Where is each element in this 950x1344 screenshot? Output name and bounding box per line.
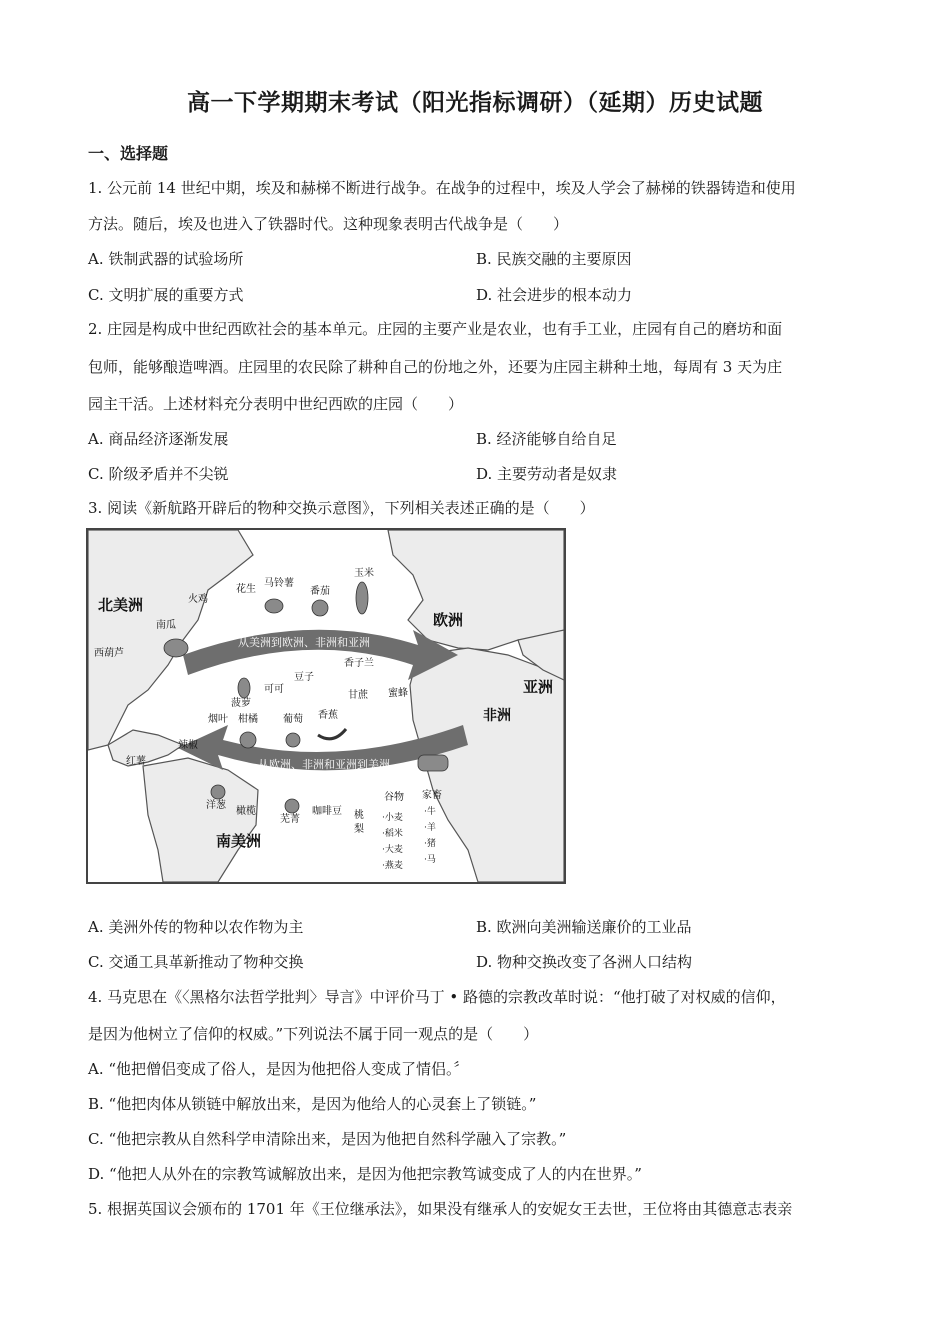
q2-stem-line2: 包师，能够酿造啤酒。庄园里的农民除了耕种自己的份地之外，还要为庄园主耕种土地，每周有 3 天为庄 bbox=[88, 358, 783, 376]
item-livestock: 家畜 bbox=[422, 790, 442, 801]
item-corn: 玉米 bbox=[354, 568, 374, 579]
q3-stem: 3. 阅读《新航路开辟后的物种交换示意图》，下列相关表述正确的是（ ） bbox=[88, 499, 595, 517]
item-pear: 梨 bbox=[354, 824, 364, 835]
item-banana: 香蕉 bbox=[318, 710, 338, 721]
item-chili: 辣椒 bbox=[178, 740, 198, 751]
item-grain: 谷物 bbox=[384, 792, 404, 803]
citrus-glyph bbox=[240, 732, 256, 748]
item-sweet-potato: 红薯 bbox=[126, 756, 146, 767]
q5-stem-line1: 5. 根据英国议会颁布的 1701 年《王位继承法》，如果没有继承人的安妮女王去世，王位将由其德意志表亲 bbox=[88, 1200, 793, 1218]
q2-stem-line3: 园主干活。上述材料充分表明中世纪西欧的庄园（ ） bbox=[88, 395, 464, 413]
pumpkin-glyph bbox=[164, 639, 188, 657]
item-coffee: 咖啡豆 bbox=[312, 806, 342, 817]
q4-option-b: B. “他把肉体从锁链中解放出来，是因为他给人的心灵套上了锁链。” bbox=[88, 1095, 537, 1113]
q3-option-a: A. 美洲外传的物种以农作物为主 bbox=[88, 918, 304, 936]
q3-option-b: B. 欧洲向美洲输送廉价的工业品 bbox=[476, 918, 692, 936]
tomato-glyph bbox=[312, 600, 328, 616]
potato-glyph bbox=[265, 599, 283, 613]
item-olive: 橄榄 bbox=[236, 806, 256, 817]
item-citrus: 柑橘 bbox=[238, 714, 258, 725]
label-asia: 亚洲 bbox=[523, 678, 554, 696]
arrow-top-label: 从美洲到欧洲、非洲和亚洲 bbox=[238, 636, 370, 649]
label-south-america: 南美洲 bbox=[216, 832, 262, 850]
q1-stem-line2: 方法。随后，埃及也进入了铁器时代。这种现象表明古代战争是（ ） bbox=[88, 215, 569, 233]
grape-glyph bbox=[286, 733, 300, 747]
q1-stem-line1: 1. 公元前 14 世纪中期，埃及和赫梯不断进行战争。在战争的过程中，埃及人学会了赫梯的铁器铸造和使用 bbox=[88, 179, 796, 197]
q3-option-c: C. 交通工具革新推动了物种交换 bbox=[88, 953, 304, 971]
item-pineapple: 菠萝 bbox=[231, 698, 251, 709]
item-rice: ·稻米 bbox=[382, 829, 403, 839]
item-wheat: ·小麦 bbox=[382, 813, 403, 823]
item-barley: ·大麦 bbox=[382, 845, 403, 855]
item-oats: ·燕麦 bbox=[382, 861, 403, 871]
item-vanilla: 香子兰 bbox=[344, 658, 374, 669]
turnip-glyph bbox=[285, 799, 299, 813]
item-pig: ·猪 bbox=[424, 839, 436, 849]
corn-glyph bbox=[356, 582, 368, 614]
q1-option-c: C. 文明扩展的重要方式 bbox=[88, 286, 244, 304]
q2-option-a: A. 商品经济逐渐发展 bbox=[88, 430, 229, 448]
section-heading: 一、选择题 bbox=[88, 144, 169, 163]
south-america-shape bbox=[143, 758, 258, 882]
q4-option-c: C. “他把宗教从自然科学申清除出来，是因为他把自然科学融入了宗教。” bbox=[88, 1130, 567, 1148]
label-north-america: 北美洲 bbox=[98, 596, 144, 614]
q4-stem-line2: 是因为他树立了信仰的权威。”下列说法不属于同一观点的是（ ） bbox=[88, 1025, 539, 1043]
item-turkey: 火鸡 bbox=[188, 594, 208, 605]
item-bee: 蜜蜂 bbox=[388, 688, 408, 699]
item-peach: 桃 bbox=[354, 810, 364, 821]
item-cocoa: 可可 bbox=[264, 684, 284, 695]
goat-glyph bbox=[418, 755, 448, 771]
q4-stem-line1: 4. 马克思在《〈黑格尔法哲学批判〉导言》中评价马丁 • 路德的宗教改革时说：“他打破了对权威的信仰， bbox=[88, 988, 786, 1006]
item-sugarcane: 甘蔗 bbox=[348, 690, 368, 701]
item-tobacco: 烟叶 bbox=[208, 714, 228, 725]
item-tomato: 番茄 bbox=[310, 586, 330, 597]
q2-option-c: C. 阶级矛盾并不尖锐 bbox=[88, 465, 229, 483]
item-peanut: 花生 bbox=[236, 584, 256, 595]
arrow-bottom-label: 从欧洲、非洲和亚洲到美洲 bbox=[258, 758, 390, 771]
q1-option-b: B. 民族交融的主要原因 bbox=[476, 250, 632, 268]
q3-option-d: D. 物种交换改变了各洲人口结构 bbox=[476, 953, 693, 971]
pineapple-glyph bbox=[238, 678, 250, 698]
item-horse: ·马 bbox=[424, 855, 436, 865]
item-potato: 马铃薯 bbox=[264, 578, 294, 589]
q1-option-d: D. 社会进步的根本动力 bbox=[476, 286, 633, 304]
q2-option-b: B. 经济能够自给自足 bbox=[476, 430, 617, 448]
label-europe: 欧洲 bbox=[433, 611, 464, 629]
q1-option-a: A. 铁制武器的试验场所 bbox=[88, 250, 244, 268]
land-masses bbox=[88, 530, 564, 882]
q4-option-a: A. “他把僧侣变成了俗人，是因为他把俗人变成了情侣。〞 bbox=[88, 1060, 469, 1078]
item-grape: 葡萄 bbox=[283, 714, 303, 725]
q4-option-d: D. “他把人从外在的宗教笃诚解放出来，是因为他把宗教笃诚变成了人的内在世界。” bbox=[88, 1165, 642, 1183]
page-title: 高一下学期期末考试（阳光指标调研）（延期）历史试题 bbox=[187, 89, 763, 116]
onion-glyph bbox=[211, 785, 225, 799]
item-turnip: 芜菁 bbox=[280, 814, 300, 825]
item-pumpkin: 南瓜 bbox=[156, 620, 176, 631]
item-beans: 豆子 bbox=[294, 672, 314, 683]
banana-glyph bbox=[318, 729, 346, 739]
q2-stem-line1: 2. 庄园是构成中世纪西欧社会的基本单元。庄园的主要产业是农业，也有手工业，庄园有自己的磨坊和面 bbox=[88, 320, 783, 338]
item-zucchini: 西葫芦 bbox=[94, 648, 124, 659]
q2-option-d: D. 主要劳动者是奴隶 bbox=[476, 465, 618, 483]
item-onion: 洋葱 bbox=[206, 800, 226, 811]
item-cattle: ·牛 bbox=[424, 807, 436, 817]
species-exchange-map bbox=[86, 528, 566, 884]
label-africa: 非洲 bbox=[483, 708, 511, 724]
item-sheep: ·羊 bbox=[424, 823, 436, 833]
